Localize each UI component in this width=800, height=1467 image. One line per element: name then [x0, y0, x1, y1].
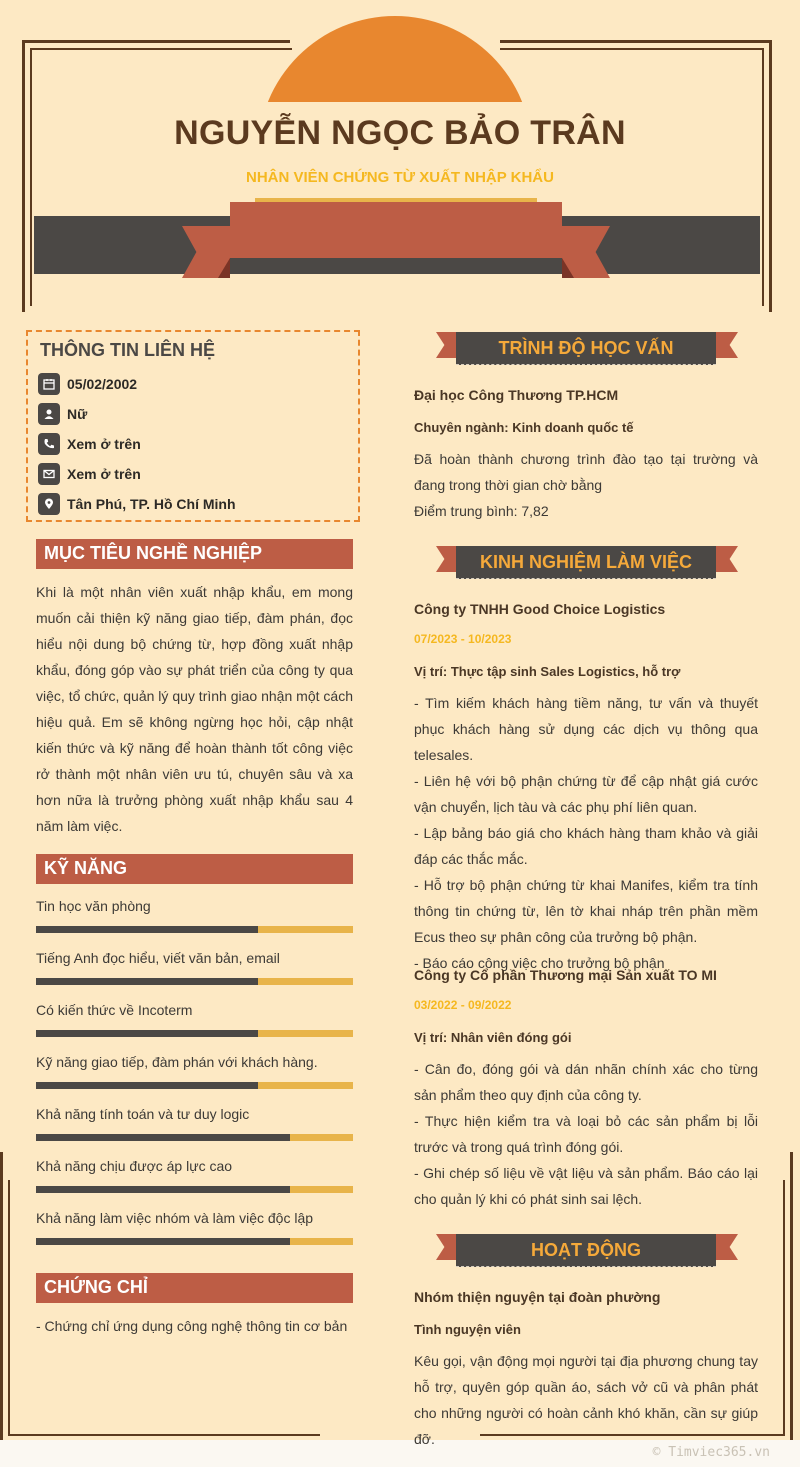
email-icon	[38, 463, 60, 485]
education-major: Chuyên ngành: Kinh doanh quốc tế	[414, 420, 634, 435]
skill-label: Tiếng Anh đọc hiểu, viết văn bản, email	[36, 950, 280, 966]
watermark: © Timviec365.vn	[652, 1445, 770, 1460]
section-title: TRÌNH ĐỘ HỌC VẤN	[498, 338, 674, 358]
skill-bar	[36, 1030, 353, 1037]
job-company: Công ty Cổ phần Thương mại Sản xuất TO MI	[414, 967, 717, 983]
skill-bar-fill	[36, 1082, 258, 1089]
education-school: Đại học Công Thương TP.HCM	[414, 387, 619, 403]
education-line: Điểm trung bình: 7,82	[414, 503, 549, 519]
activities-heading	[430, 1230, 738, 1270]
frame-line	[0, 1152, 3, 1440]
objective-text: Khi là một nhân viên xuất nhập khẩu, em mong muốn cải thiện kỹ năng giao tiếp, đàm phán, đọc hiểu nội dung bộ chứng từ, hợp đồng xuất nhập khẩu, đóng góp vào sự phát triển của công ty qua việc, tổ chức, quản lý quy trình giao nhận một cách hiệu quả. Em sẽ không ngừng học hỏi, cập nhật kiến thức và kỹ năng để hoàn thành tốt công việc rở thành một nhân viên ưu tú, chuyên sâu và xa hơn nữa là trưởng phòng xuất nhập khẩu sau 4 năm làm việc.	[36, 584, 353, 834]
duty-line: - Tìm kiếm khách hàng tiềm năng, tư vấn và thuyết phục khách hàng sử dụng các dịch vụ thông qua telesales.	[414, 695, 758, 763]
contact-text: Tân Phú, TP. Hồ Chí Minh	[67, 496, 236, 512]
duty-line: - Hỗ trợ bộ phận chứng từ khai Manifes, kiểm tra tính thông tin chứng từ, lên tờ khai nháp trên phần mềm Ecus theo sự phân công của trưởng bộ phận.	[414, 877, 758, 945]
job-date: 07/2023 - 10/2023	[414, 632, 512, 646]
contact-address	[38, 492, 236, 516]
skill-bar-fill	[36, 1186, 290, 1193]
frame-line	[500, 48, 764, 50]
job-duties	[414, 1056, 758, 1212]
objective-heading	[36, 539, 353, 569]
contact-text: Xem ở trên	[67, 436, 141, 452]
job-duties	[414, 690, 758, 976]
job-date: 03/2022 - 09/2022	[414, 998, 512, 1012]
frame-line	[22, 40, 290, 43]
ribbon-tab-right	[714, 546, 738, 572]
contact-text: Nữ	[67, 406, 88, 422]
skill-bar	[36, 1134, 353, 1141]
frame-line	[8, 1434, 320, 1436]
calendar-icon	[38, 373, 60, 395]
skill-label: Khả năng tính toán và tư duy logic	[36, 1106, 250, 1122]
job-position: Vị trí: Thực tập sinh Sales Logistics, hỗ trợ	[414, 664, 681, 679]
certificate-item: - Chứng chỉ ứng dụng công nghệ thông tin cơ bản	[36, 1318, 348, 1334]
duty-line: - Liên hệ với bộ phận chứng từ để cập nhật giá cước vận chuyển, lịch tàu và các phụ phí liên quan.	[414, 773, 758, 815]
contact-title: THÔNG TIN LIÊN HỆ	[40, 340, 215, 360]
skill-bar-fill	[36, 1030, 258, 1037]
section-title: MỤC TIÊU NGHỀ NGHIỆP	[44, 543, 263, 563]
ribbon-tab-right	[714, 332, 738, 358]
contact-gender	[38, 402, 87, 426]
frame-line	[500, 40, 772, 43]
contact-email	[38, 462, 141, 486]
duty-line: - Cân đo, đóng gói và dán nhãn chính xác cho từng sản phẩm theo quy định của công ty.	[414, 1061, 758, 1103]
skill-label: Kỹ năng giao tiếp, đàm phán với khách hàng.	[36, 1054, 318, 1070]
job-position: Vị trí: Nhân viên đóng gói	[414, 1030, 572, 1045]
duty-line: - Báo cáo công việc cho trưởng bộ phận	[414, 955, 665, 971]
skills-heading	[36, 854, 353, 884]
skill-bar	[36, 926, 353, 933]
skill-bar-fill	[36, 1238, 290, 1245]
certificates-heading	[36, 1273, 353, 1303]
skill-bar	[36, 978, 353, 985]
education-line: Đã hoàn thành chương trình đào tạo tại trường và đang trong thời gian chờ bằng	[414, 451, 758, 493]
contact-box	[26, 330, 360, 522]
skill-bar	[36, 1186, 353, 1193]
duty-line: - Lập bảng báo giá cho khách hàng tham khảo và giải đáp các thắc mắc.	[414, 825, 758, 867]
frame-line	[790, 1152, 793, 1440]
skill-bar	[36, 1082, 353, 1089]
candidate-name: NGUYỄN NGỌC BẢO TRÂN	[174, 114, 626, 152]
frame-line	[783, 1180, 785, 1434]
skill-label: Khả năng chịu được áp lực cao	[36, 1158, 233, 1174]
activity-text: Kêu gọi, vận động mọi người tại địa phương chung tay hỗ trợ, quyên góp quần áo, sách vở cũ và phân phát cho những người có hoàn cảnh khó khăn, cần sự giúp đỡ.	[414, 1353, 758, 1447]
frame-line	[30, 48, 292, 50]
skill-bar-fill	[36, 978, 258, 985]
section-title: CHỨNG CHỈ	[44, 1277, 148, 1297]
frame-line	[8, 1180, 10, 1434]
heading-box	[456, 1234, 716, 1267]
section-title: HOẠT ĐỘNG	[531, 1240, 641, 1260]
education-heading	[430, 328, 738, 368]
contact-birthday	[38, 372, 137, 396]
skill-bar-fill	[36, 1134, 290, 1141]
contact-text: Xem ở trên	[67, 466, 141, 482]
activity-role: Tình nguyện viên	[414, 1322, 521, 1337]
heading-box	[456, 332, 716, 365]
skill-label: Khả năng làm việc nhóm và làm việc độc lập	[36, 1210, 314, 1226]
experience-heading	[430, 542, 738, 582]
skill-bar	[36, 1238, 353, 1245]
user-icon	[38, 403, 60, 425]
ribbon-tab-right	[714, 1234, 738, 1260]
duty-line: - Thực hiện kiểm tra và loại bỏ các sản phẩm bị lỗi trước và trong quá trình đóng gói.	[414, 1113, 758, 1155]
heading-box	[456, 546, 716, 579]
education-details	[414, 446, 758, 524]
phone-icon	[38, 433, 60, 455]
contact-text: 05/02/2002	[67, 376, 138, 392]
header-ribbon	[230, 202, 562, 258]
activity-org: Nhóm thiện nguyện tại đoàn phường	[414, 1289, 661, 1305]
duty-line: - Ghi chép số liệu về vật liệu và sản phẩm. Báo cáo lại cho quản lý khi có phát sinh sai lệch.	[414, 1165, 758, 1207]
section-title: KỸ NĂNG	[44, 858, 128, 878]
contact-phone	[38, 432, 141, 456]
location-icon	[38, 493, 60, 515]
skill-label: Có kiến thức về Incoterm	[36, 1002, 193, 1018]
skill-bar-fill	[36, 926, 258, 933]
skill-label: Tin học văn phòng	[36, 898, 151, 914]
section-title: KINH NGHIỆM LÀM VIỆC	[479, 552, 692, 572]
job-company: Công ty TNHH Good Choice Logistics	[414, 601, 666, 617]
job-title: NHÂN VIÊN CHỨNG TỪ XUẤT NHẬP KHẨU	[246, 169, 554, 186]
